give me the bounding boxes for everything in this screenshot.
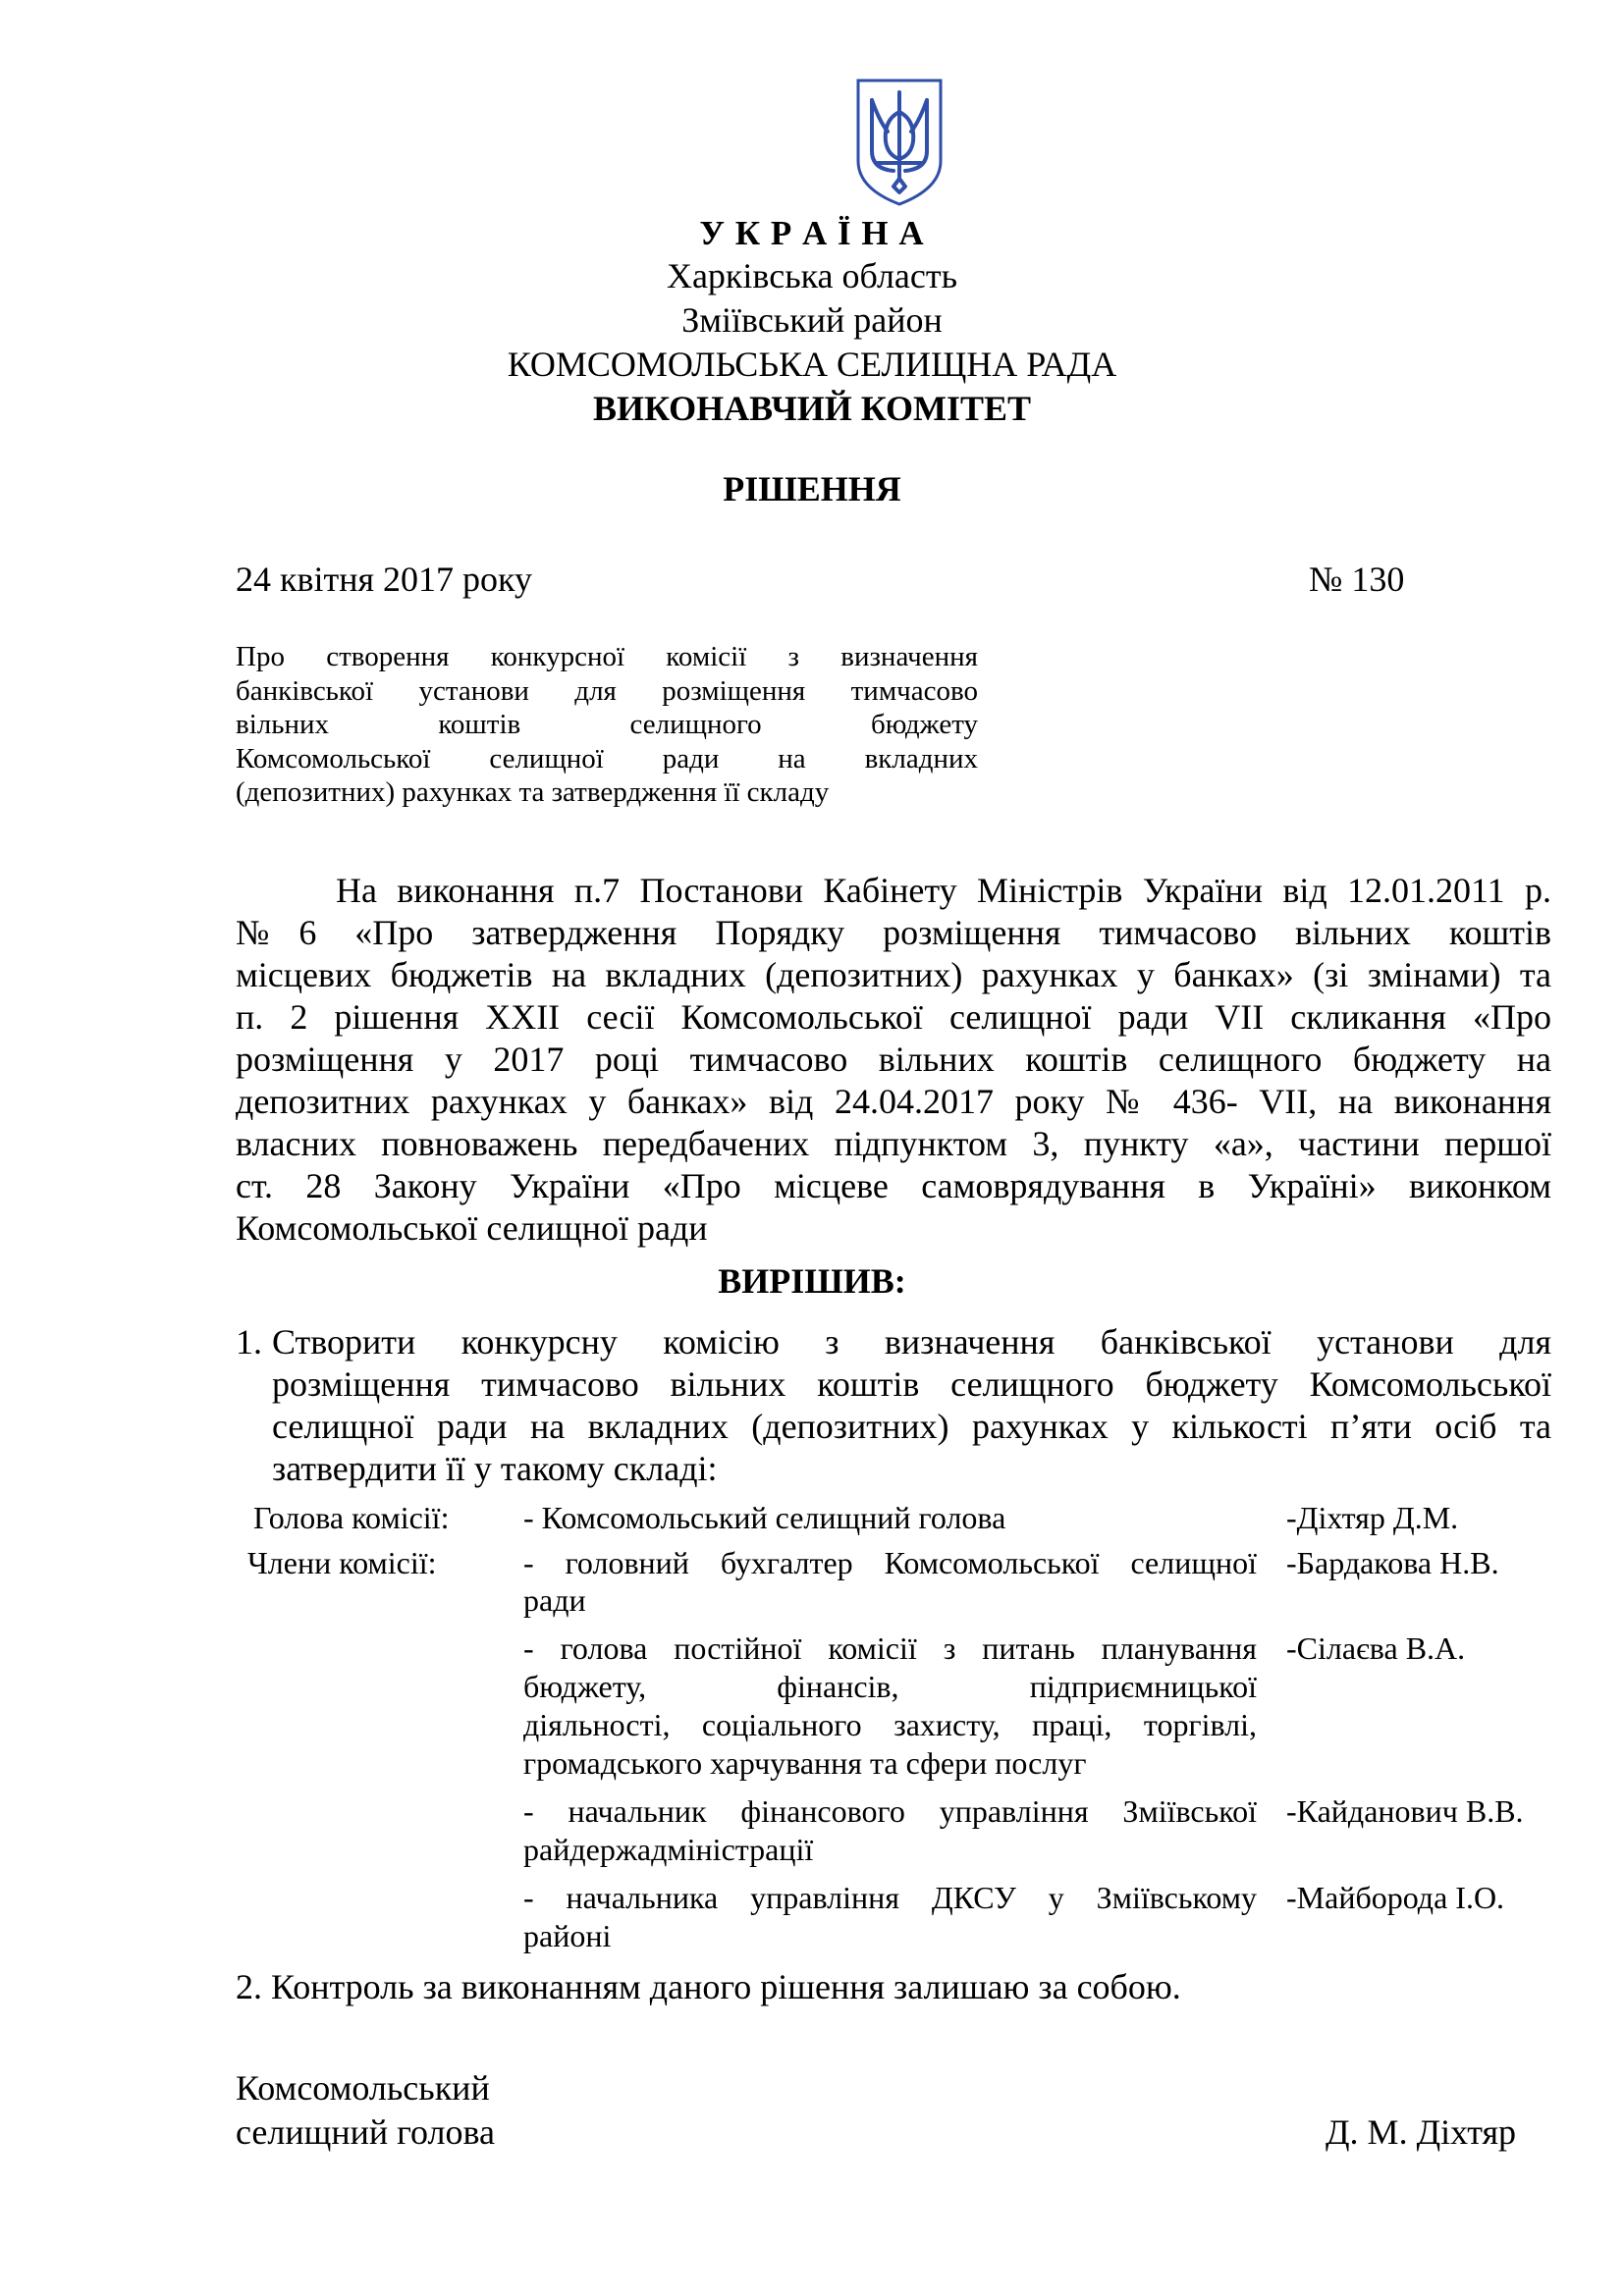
member-name: -Бардакова Н.В. (1286, 1545, 1499, 1580)
item-2: 2. Контроль за виконанням даного рішення залишаю за собою. (236, 1967, 1181, 2006)
member-role-line: - голова постійної комісії з питань планування (523, 1630, 1257, 1666)
decided-heading: ВИРІШИВ: (718, 1261, 906, 1301)
subject-line: Про створення конкурсної комісії з визначення (236, 641, 978, 672)
member-role-line: - головний бухгалтер Комсомольської селищної (523, 1545, 1257, 1580)
member-name: -Сілаєва В.А. (1286, 1630, 1466, 1666)
member-role-line: бюджету, фінансів, підприємницької (523, 1669, 1257, 1704)
subject-line: вільних коштів селищного бюджету (236, 709, 978, 741)
member-name: -Майборода І.О. (1286, 1880, 1505, 1915)
subject-line: банківської установи для розміщення тимчасово (236, 674, 978, 707)
signatory-title-line1: Комсомольський (236, 2068, 490, 2108)
preamble-line: На виконання п.7 Постанови Кабінету Міністрів України від 12.01.2011 р. (336, 871, 1551, 910)
preamble-line: депозитних рахунках у банках» від 24.04.2017 року № 436- VІІ, на виконання (236, 1082, 1551, 1121)
member-role-line: ради (523, 1582, 586, 1618)
item-line: Створити конкурсну комісію з визначення банківської установи для (272, 1322, 1551, 1362)
preamble-line: власних повноважень передбачених підпунктом 3, пункту «а», частини першої (236, 1124, 1551, 1163)
decision-subject (236, 640, 978, 810)
region-line: Харківська область (666, 256, 958, 295)
preamble-line: місцевих бюджетів на вкладних (депозитних) рахунках у банках» (зі змінами) та (236, 955, 1551, 994)
preamble-line: розміщення у 2017 році тимчасово вільних коштів селищного бюджету на (236, 1040, 1551, 1079)
coat-of-arms-icon (854, 77, 945, 208)
preamble-line: Комсомольської селищної ради (236, 1208, 708, 1248)
item-line: селищної ради на вкладних (депозитних) рахунках у кількості п’яти осіб та (272, 1407, 1551, 1446)
decision-date: 24 квітня 2017 року (236, 560, 533, 599)
subject-line: Комсомольської селищної ради на вкладних (236, 742, 978, 774)
commission-head-label: Голова комісії: (253, 1500, 450, 1535)
preamble-line: п. 2 рішення ХХІІ сесії Комсомольської селищної ради VІІ скликання «Про (236, 997, 1551, 1037)
member-role-line: - начальник фінансового управління Зміївської (523, 1793, 1257, 1829)
country-title: У К Р А Ї Н А (699, 214, 925, 252)
decision-number: № 130 (1309, 560, 1405, 599)
member-role-line: районі (523, 1918, 612, 1953)
item-line: розміщення тимчасово вільних коштів селищного бюджету Комсомольської (272, 1364, 1551, 1404)
doc-type-title: РІШЕННЯ (723, 469, 901, 508)
signatory-title-line2: селищний голова (236, 2112, 496, 2152)
council-name: КОМСОМОЛЬСЬКА СЕЛИЩНА РАДА (507, 345, 1117, 384)
item-number: 1. (236, 1322, 262, 1362)
subject-line: (депозитних) рахунках та затвердження її складу (236, 776, 830, 809)
committee-name: ВИКОНАВЧИЙ КОМІТЕТ (592, 389, 1032, 428)
commission-members-label: Члени комісії: (247, 1545, 437, 1580)
member-role-line: райдержадміністрації (523, 1832, 814, 1867)
member-role-line: - Комсомольський селищний голова (523, 1500, 1006, 1535)
district-line: Зміївський район (681, 300, 943, 340)
member-role-line: - начальника управління ДКСУ у Зміївському (523, 1880, 1257, 1915)
signatory-name: Д. М. Діхтяр (1326, 2112, 1517, 2152)
member-role-line: громадського харчування та сфери послуг (523, 1745, 1087, 1781)
preamble-line: №6 «Про затвердження Порядку розміщення тимчасово вільних коштів (236, 913, 1551, 952)
preamble-line: ст. 28 Закону України «Про місцеве самоврядування в Україні» виконком (236, 1166, 1551, 1205)
item-line: затвердити її у такому складі: (272, 1449, 718, 1488)
member-name: -Кайданович В.В. (1286, 1793, 1524, 1829)
member-name: -Діхтяр Д.М. (1286, 1500, 1459, 1535)
member-role-line: діяльності, соціального захисту, праці, торгівлі, (523, 1707, 1257, 1742)
